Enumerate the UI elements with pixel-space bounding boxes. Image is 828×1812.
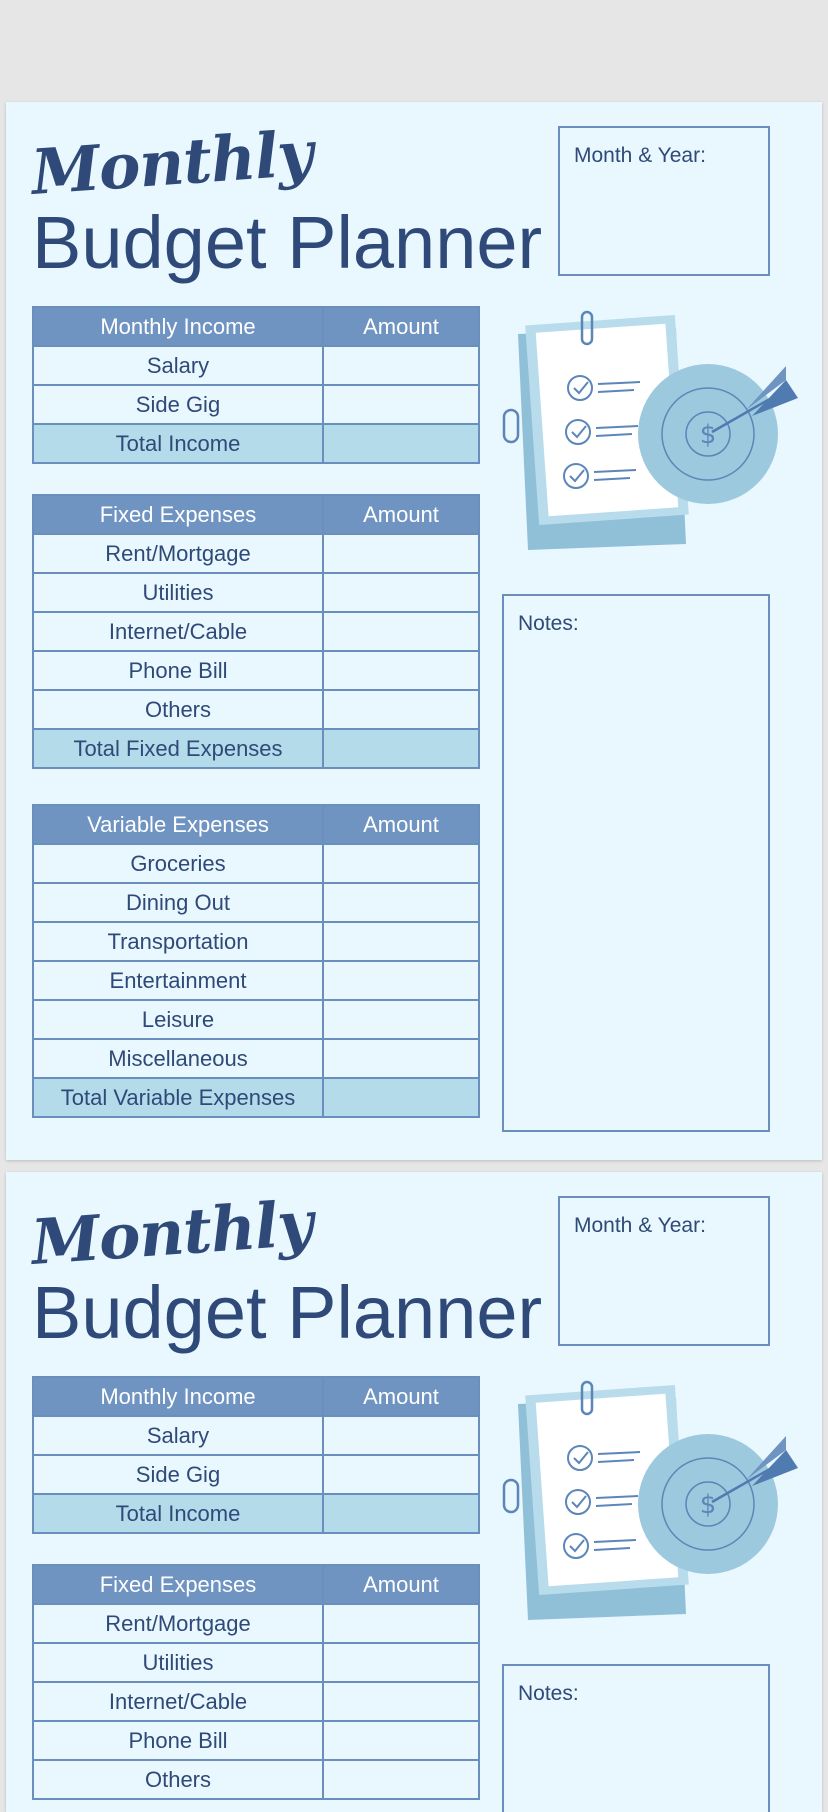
amount-cell[interactable] (323, 651, 479, 690)
table-row (33, 961, 479, 1000)
row-label: Utilities (33, 1643, 323, 1682)
table-row (33, 573, 479, 612)
table-header-label: Variable Expenses (33, 805, 323, 844)
amount-cell[interactable] (323, 1604, 479, 1643)
table-row (33, 1039, 479, 1078)
amount-cell[interactable] (323, 1039, 479, 1078)
table-header-row (33, 307, 479, 346)
amount-cell[interactable] (323, 534, 479, 573)
notes-label: Notes: (518, 1682, 579, 1705)
table-header-label: Monthly Income (33, 307, 323, 346)
row-label: Transportation (33, 922, 323, 961)
notes-box[interactable] (502, 1664, 770, 1812)
table-row (33, 922, 479, 961)
table-header-amount: Amount (323, 1565, 479, 1604)
table-row (33, 346, 479, 385)
amount-cell[interactable] (323, 385, 479, 424)
row-label: Salary (33, 346, 323, 385)
dollar-target-icon (638, 1434, 778, 1574)
planner-page-1 (6, 102, 822, 1160)
table-row (33, 1682, 479, 1721)
table-row (33, 1455, 479, 1494)
amount-cell[interactable] (323, 1721, 479, 1760)
amount-cell[interactable] (323, 961, 479, 1000)
total-row (33, 424, 479, 463)
table-row (33, 844, 479, 883)
amount-cell[interactable] (323, 573, 479, 612)
row-label: Internet/Cable (33, 612, 323, 651)
table-header-row (33, 1565, 479, 1604)
table-header-amount: Amount (323, 805, 479, 844)
page-title: Budget Planner (32, 201, 543, 284)
notes-label: Notes: (518, 612, 579, 635)
total-amount-cell[interactable] (323, 1494, 479, 1533)
paperclip-icon (504, 410, 518, 442)
dollar-target-icon (638, 364, 778, 504)
amount-cell[interactable] (323, 844, 479, 883)
table-header-row (33, 805, 479, 844)
total-amount-cell[interactable] (323, 729, 479, 768)
total-label: Total Fixed Expenses (33, 729, 323, 768)
income-table (32, 306, 480, 464)
row-label: Side Gig (33, 1455, 323, 1494)
svg-text:$: $ (699, 1490, 717, 1520)
table-row (33, 1604, 479, 1643)
total-row (33, 1494, 479, 1533)
amount-cell[interactable] (323, 1416, 479, 1455)
table-row (33, 651, 479, 690)
total-amount-cell[interactable] (323, 424, 479, 463)
table-row (33, 1760, 479, 1799)
amount-cell[interactable] (323, 612, 479, 651)
month-year-label: Month & Year: (574, 144, 706, 167)
row-label: Groceries (33, 844, 323, 883)
row-label: Leisure (33, 1000, 323, 1039)
page-title: Budget Planner (32, 1271, 543, 1354)
planner-page-2 (6, 1172, 822, 1812)
total-row (33, 1078, 479, 1117)
row-label: Phone Bill (33, 651, 323, 690)
total-amount-cell[interactable] (323, 1078, 479, 1117)
total-row (33, 729, 479, 768)
table-row (33, 1000, 479, 1039)
amount-cell[interactable] (323, 1682, 479, 1721)
row-label: Rent/Mortgage (33, 534, 323, 573)
amount-cell[interactable] (323, 1643, 479, 1682)
script-title: Monthly (28, 116, 315, 209)
row-label: Dining Out (33, 883, 323, 922)
row-label: Others (33, 690, 323, 729)
table-row (33, 534, 479, 573)
month-year-box[interactable] (558, 126, 770, 276)
script-title: Monthly (28, 1186, 315, 1279)
total-label: Total Variable Expenses (33, 1078, 323, 1117)
table-header-amount: Amount (323, 307, 479, 346)
table-row (33, 1416, 479, 1455)
row-label: Phone Bill (33, 1721, 323, 1760)
table-row (33, 690, 479, 729)
table-header-label: Fixed Expenses (33, 1565, 323, 1604)
income-table (32, 1376, 480, 1534)
table-header-row (33, 1377, 479, 1416)
amount-cell[interactable] (323, 1000, 479, 1039)
table-header-label: Fixed Expenses (33, 495, 323, 534)
notes-box[interactable] (502, 594, 770, 1132)
amount-cell[interactable] (323, 690, 479, 729)
variable-expenses-table (32, 804, 480, 1118)
total-label: Total Income (33, 424, 323, 463)
row-label: Side Gig (33, 385, 323, 424)
svg-text:$: $ (699, 420, 717, 450)
month-year-label: Month & Year: (574, 1214, 706, 1237)
budget-illustration (502, 1376, 802, 1636)
table-row (33, 1721, 479, 1760)
row-label: Internet/Cable (33, 1682, 323, 1721)
row-label: Utilities (33, 573, 323, 612)
table-header-label: Monthly Income (33, 1377, 323, 1416)
amount-cell[interactable] (323, 883, 479, 922)
row-label: Salary (33, 1416, 323, 1455)
row-label: Rent/Mortgage (33, 1604, 323, 1643)
budget-illustration (502, 306, 802, 566)
amount-cell[interactable] (323, 922, 479, 961)
fixed-expenses-table (32, 1564, 480, 1800)
total-label: Total Income (33, 1494, 323, 1533)
table-row (33, 612, 479, 651)
paperclip-icon (504, 1480, 518, 1512)
row-label: Miscellaneous (33, 1039, 323, 1078)
table-row (33, 385, 479, 424)
table-header-amount: Amount (323, 495, 479, 534)
row-label: Entertainment (33, 961, 323, 1000)
table-header-row (33, 495, 479, 534)
amount-cell[interactable] (323, 346, 479, 385)
table-row (33, 883, 479, 922)
table-header-amount: Amount (323, 1377, 479, 1416)
amount-cell[interactable] (323, 1760, 479, 1799)
row-label: Others (33, 1760, 323, 1799)
amount-cell[interactable] (323, 1455, 479, 1494)
fixed-expenses-table (32, 494, 480, 769)
table-row (33, 1643, 479, 1682)
month-year-box[interactable] (558, 1196, 770, 1346)
